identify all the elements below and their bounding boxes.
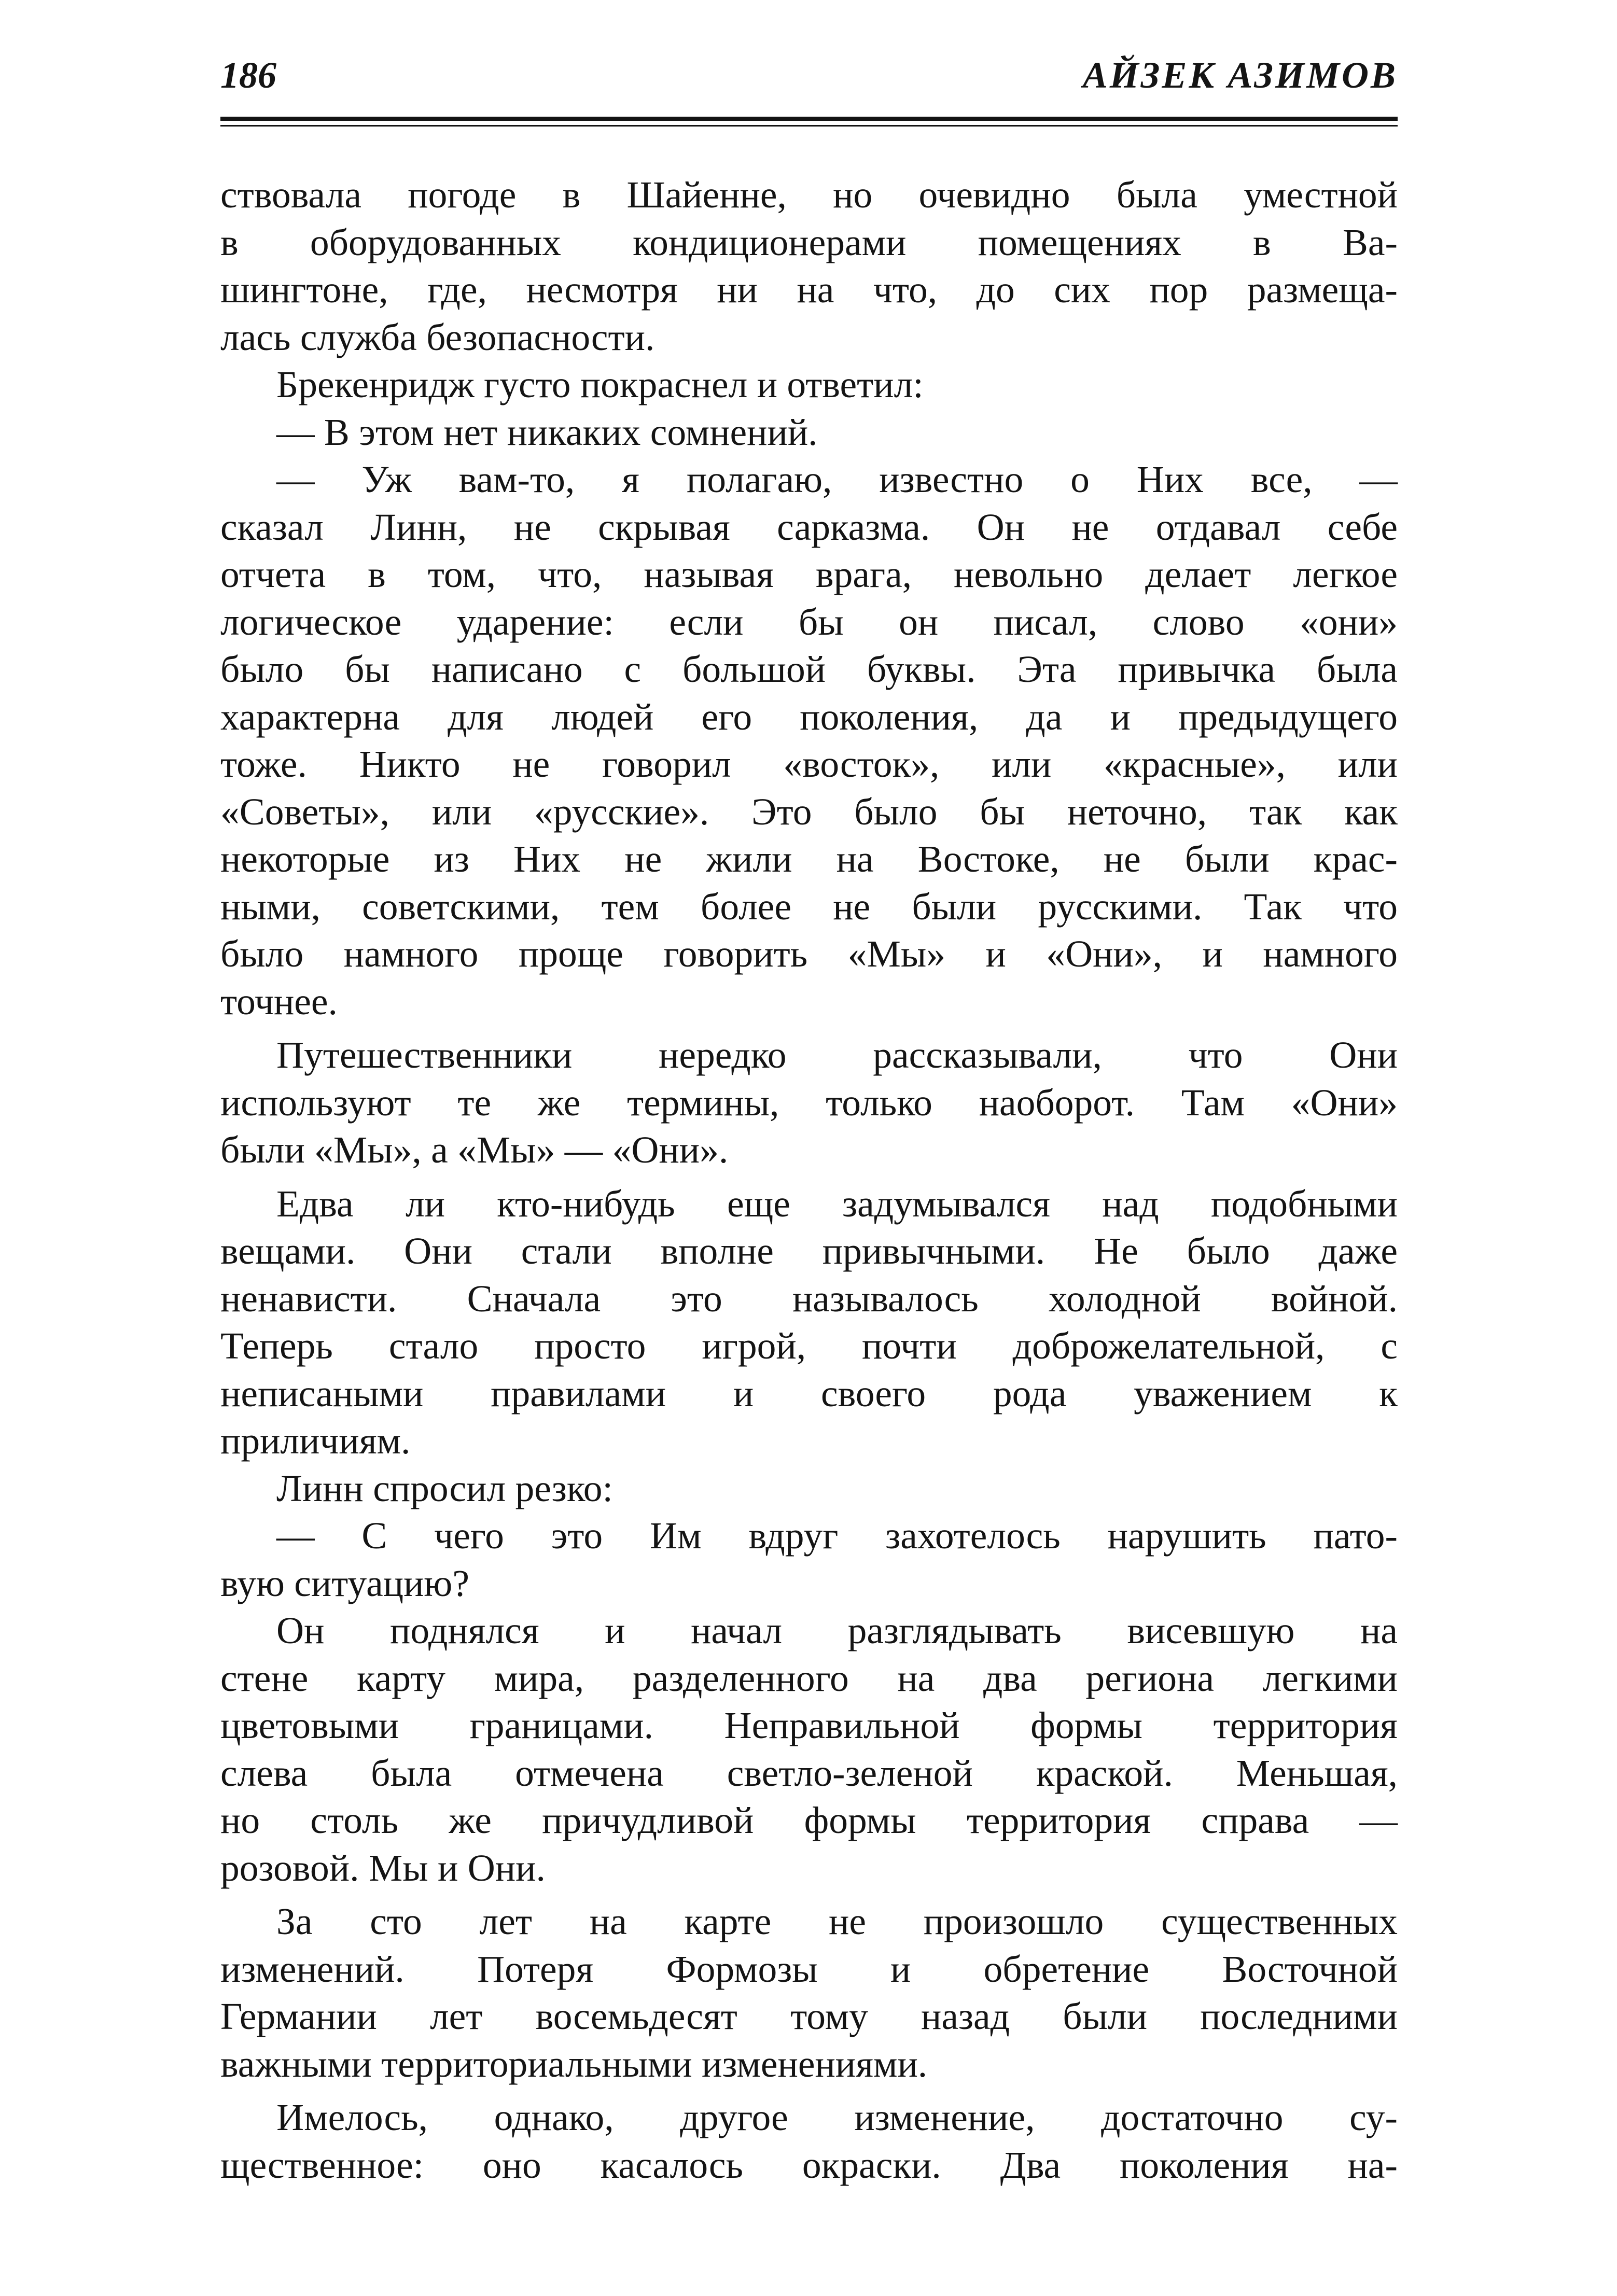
text-line: были «Мы», а «Мы» — «Они». <box>220 1129 729 1171</box>
text-line: шингтоне, где, несмотря ни на что, до сих пор размеща- <box>220 269 1398 311</box>
text-line: сказал Линн, не скрывая сарказма. Он не отдавал себе <box>220 506 1398 548</box>
text-line: некоторые из Них не жили на Востоке, не были крас- <box>220 838 1398 880</box>
text-line: приличиям. <box>220 1420 411 1462</box>
text-line: вещами. Они стали вполне привычными. Не было даже <box>220 1230 1398 1272</box>
text-line: Линн спросил резко: <box>276 1467 613 1509</box>
text-line: За сто лет на карте не произошло существенных <box>276 1900 1398 1942</box>
text-line: — В этом нет никаких сомнений. <box>276 411 818 453</box>
text-line: ными, советскими, тем более не были русскими. Так что <box>220 885 1398 928</box>
text-line: Брекенридж густо покраснел и ответил: <box>276 363 924 405</box>
text-line: но столь же причудливой формы территория справа — <box>220 1799 1398 1841</box>
book-page <box>220 49 1398 2189</box>
text-line: щественное: оно касалось окраски. Два поколения на- <box>220 2144 1398 2186</box>
text-line: было намного проще говорить «Мы» и «Они», и намного <box>220 933 1398 975</box>
text-line: — Уж вам-то, я полагаю, известно о Них все, — <box>276 458 1398 500</box>
body-text <box>220 171 1398 2189</box>
text-line: Он поднялся и начал разглядывать висевшую на <box>276 1609 1398 1651</box>
text-line: лась служба безопасности. <box>220 316 655 358</box>
text-line: характерна для людей его поколения, да и предыдущего <box>220 695 1398 738</box>
text-line: ствовала погоде в Шайенне, но очевидно была уместной <box>220 174 1398 216</box>
text-line: изменений. Потеря Формозы и обретение Восточной <box>220 1948 1398 1990</box>
page-number: 186 <box>220 54 276 96</box>
text-line: слева была отмечена светло-зеленой краской. Меньшая, <box>220 1752 1398 1794</box>
text-line: было бы написано с большой буквы. Эта привычка была <box>220 648 1398 690</box>
text-line: — С чего это Им вдруг захотелось нарушить пато- <box>276 1515 1398 1557</box>
text-line: важными территориальными изменениями. <box>220 2042 928 2085</box>
text-line: Теперь стало просто игрой, почти доброжелательной, с <box>220 1325 1398 1367</box>
text-line: Германии лет восемьдесят тому назад были последними <box>220 1995 1398 2037</box>
text-line: ненависти. Сначала это называлось холодной войной. <box>220 1277 1398 1320</box>
text-line: вую ситуацию? <box>220 1562 469 1604</box>
text-line: стене карту мира, разделенного на два региона легкими <box>220 1657 1398 1699</box>
text-line: точнее. <box>220 980 338 1023</box>
text-line: используют те же термины, только наоборот. Там «Они» <box>220 1081 1398 1124</box>
text-line: отчета в том, что, называя врага, невольно делает легкое <box>220 553 1398 595</box>
text-line: Имелось, однако, другое изменение, достаточно су- <box>276 2096 1398 2138</box>
text-line: Путешественники нередко рассказывали, что Они <box>276 1034 1398 1076</box>
text-line: логическое ударение: если бы он писал, слово «они» <box>220 600 1398 643</box>
text-line: неписаными правилами и своего рода уважением к <box>220 1372 1398 1415</box>
running-head <box>220 49 1398 101</box>
text-line: розовой. Мы и Они. <box>220 1846 546 1889</box>
text-line: в оборудованных кондиционерами помещениях в Ва- <box>220 221 1398 263</box>
running-head-author: АЙЗЕК АЗИМОВ <box>1082 54 1398 96</box>
text-line: «Советы», или «русские». Это было бы неточно, так как <box>220 790 1398 833</box>
header-double-rule <box>220 117 1398 127</box>
text-line: тоже. Никто не говорил «восток», или «красные», или <box>220 743 1398 785</box>
text-line: цветовыми границами. Неправильной формы территория <box>220 1704 1398 1746</box>
text-line: Едва ли кто-нибудь еще задумывался над подобными <box>276 1182 1398 1225</box>
